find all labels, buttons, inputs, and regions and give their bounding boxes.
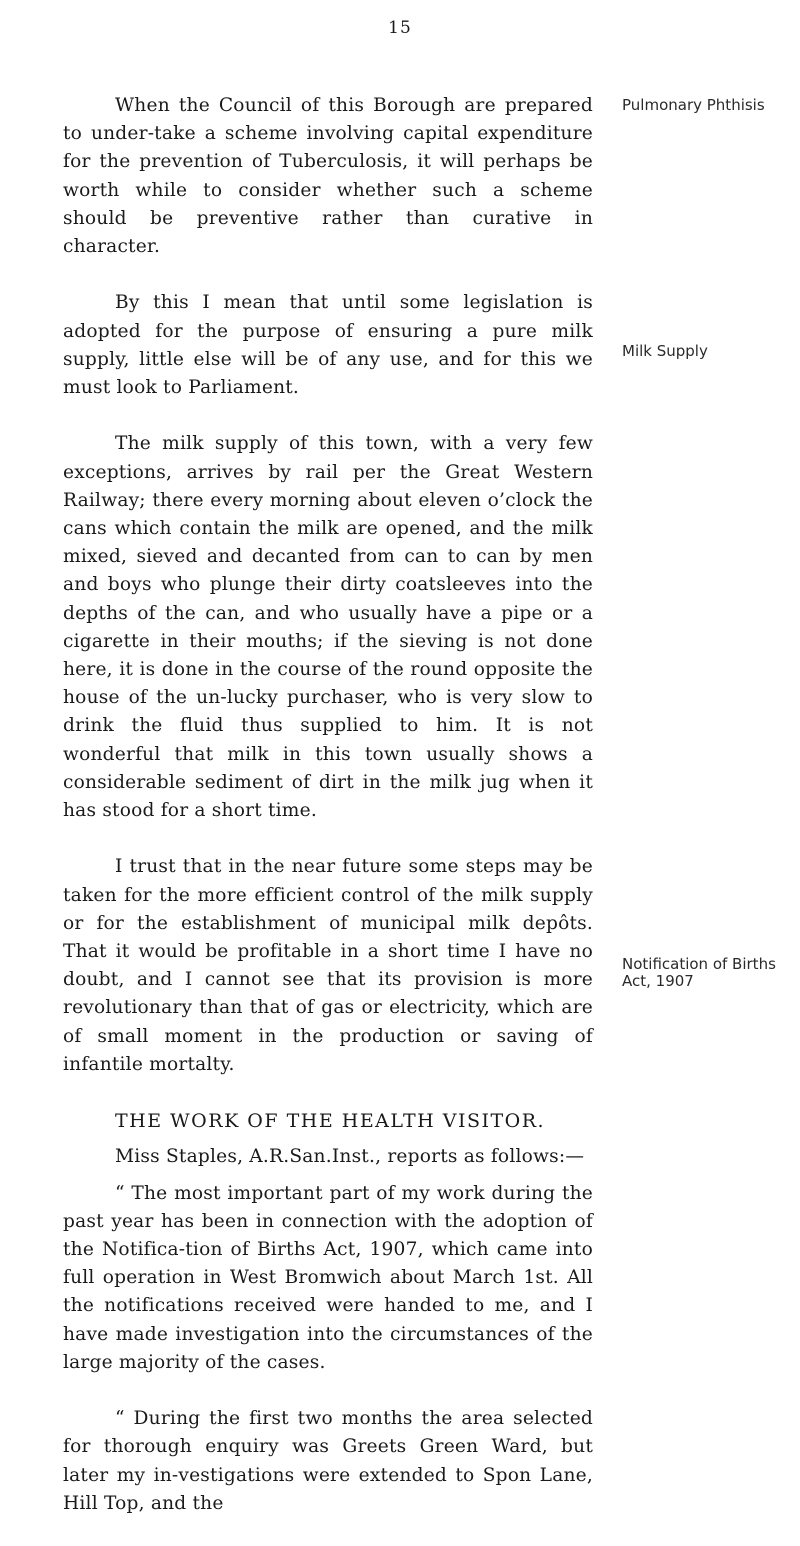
paragraph-legislation: By this I mean that until some legislation is adopted for the purpose of ensuring a pure milk supply, little else will be of any use, and for this we must look to Parliament. — [63, 292, 593, 399]
page-number: 15 — [388, 18, 412, 38]
paragraph-tuberculosis-scheme: When the Council of this Borough are prepared to under-take a scheme involving capital expenditure for the prevention of Tuberculosis, it will perhaps be worth while to consider whether such a scheme should be preventive rather than curative in character. — [63, 95, 593, 258]
paragraph-milk-supply: The milk supply of this town, with a very few exceptions, arrives by rail per the Great Western Railway; there every morning about eleven o’clock the cans which contain the milk are opened, and the milk mixed, sieved and decanted from can to can by men and boys who plunge their dirty coatsleeves into the depths of the can, and who usually have a pipe or a cigarette in their mouths; if the sieving is not done here, it is done in the course of the round opposite the house of the un-lucky purchaser, who is very slow to drink the fluid thus supplied to him. It is not wonderful that milk in this town usually shows a considerable sediment of dirt in the milk jug when it has stood for a short time. — [63, 433, 593, 822]
quoted-paragraph-notification: “ The most important part of my work during the past year has been in connection with the adoption of the Notifica-tion of Births Act, 1907, which came into full operation in West Bromwich about March 1st. All the notifications received were handed to me, and I have made investigation into the circumstances of the large majority of the cases. — [63, 1182, 593, 1373]
margin-note-pulmonary-phthisis: Pulmonary Phthisis — [622, 96, 765, 114]
paragraph-municipal-depots: I trust that in the near future some steps may be taken for the more efficient control of the milk supply or for the establishment of municipal milk depôts. That it would be profitable in a short time I have no doubt, and I cannot see that its provision is more revolutionary than that of gas or electricity, which are of small moment in the production or saving of infantile mortalty. — [63, 856, 593, 1075]
quoted-paragraph-investigations: “ During the first two months the area selected for thorough enquiry was Greets Green Ward, but later my in-vestigations were extended to Spon Lane, Hill Top, and the — [63, 1408, 593, 1514]
margin-note-milk-supply: Milk Supply — [622, 342, 708, 360]
margin-note-notification-of-births-act: Notification of Births Act, 1907 — [622, 955, 776, 990]
report-intro: Miss Staples, A.R.San.Inst., reports as follows:— — [115, 1146, 585, 1168]
section-heading: THE WORK OF THE HEALTH VISITOR. — [115, 1110, 546, 1133]
document-body — [63, 92, 593, 1546]
